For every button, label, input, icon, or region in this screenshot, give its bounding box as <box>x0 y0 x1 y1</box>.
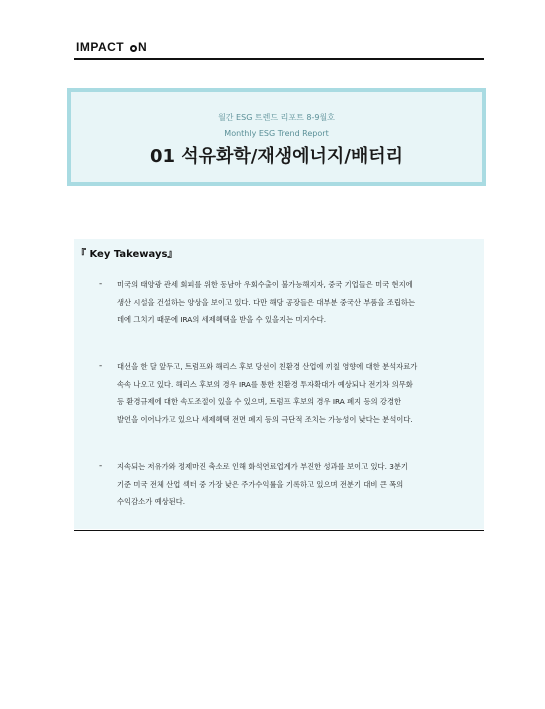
header-divider <box>74 58 484 60</box>
logo-text-impact: IMPACT <box>76 40 125 54</box>
impact-on-logo <box>76 40 147 54</box>
takeaway-item-2 <box>117 358 480 428</box>
report-subtitle-kr: 월간 ESG 트렌드 리포트 8-9월호 <box>218 113 335 122</box>
takeaway-line: 대선을 한 달 앞두고, 트럼프와 해리스 후보 당선이 친환경 산업에 끼칠 영향에 대한 분석자료가 <box>117 362 418 371</box>
takeaway-line: 기준 미국 전체 산업 섹터 중 가장 낮은 주가수익률을 기록하고 있으며 전분기 대비 큰 폭의 <box>117 479 404 489</box>
takeaway-item-1 <box>117 276 480 329</box>
takeaway-item-3 <box>117 458 480 511</box>
bullet-marker: - <box>99 461 103 471</box>
takeaway-line: 발언을 이어나가고 있으나 세제혜택 전면 폐지 등의 극단적 조치는 가능성이 낮다는 분석이다. <box>117 414 413 424</box>
key-takeaways-heading: 『 Key Takeways』 <box>76 249 178 260</box>
takeaway-line: 생산 시설을 건설하는 양상을 보이고 있다. 다만 해당 공장들은 대부분 중국산 부품을 조립하는 <box>117 297 416 307</box>
takeaway-line: 속속 나오고 있다. 해리스 후보의 경우 IRA를 통한 친환경 투자확대가 예상되나 전기차 의무화 <box>117 379 413 389</box>
takeaway-line: 등 환경규제에 대한 속도조절이 있을 수 있으며, 트럼프 후보의 경우 IRA 폐지 등의 강경한 <box>117 397 402 406</box>
section-divider <box>74 530 484 531</box>
page-title: 01 석유화학/재생에너지/배터리 <box>149 146 404 167</box>
takeaway-line: 지속되는 저유가와 정제마진 축소로 인해 화석연료업계가 부진한 성과를 보이고 있다. 3분기 <box>117 462 408 471</box>
takeaway-line: 데에 그치기 때문에 IRA의 세제혜택을 받을 수 있을지는 미지수다. <box>117 315 327 324</box>
title-box <box>67 88 486 186</box>
bullet-marker: - <box>99 279 103 289</box>
takeaway-line: 수익감소가 예상된다. <box>117 497 186 506</box>
report-subtitle-en: Monthly ESG Trend Report <box>224 129 329 138</box>
bullet-marker: - <box>99 361 103 371</box>
logo-text-n: N <box>137 40 148 54</box>
takeaway-line: 미국의 태양광 관세 회피를 위한 동남아 우회수출이 불가능해지자, 중국 기업들은 미국 현지에 <box>117 280 413 289</box>
logo-ring-icon <box>130 45 137 52</box>
